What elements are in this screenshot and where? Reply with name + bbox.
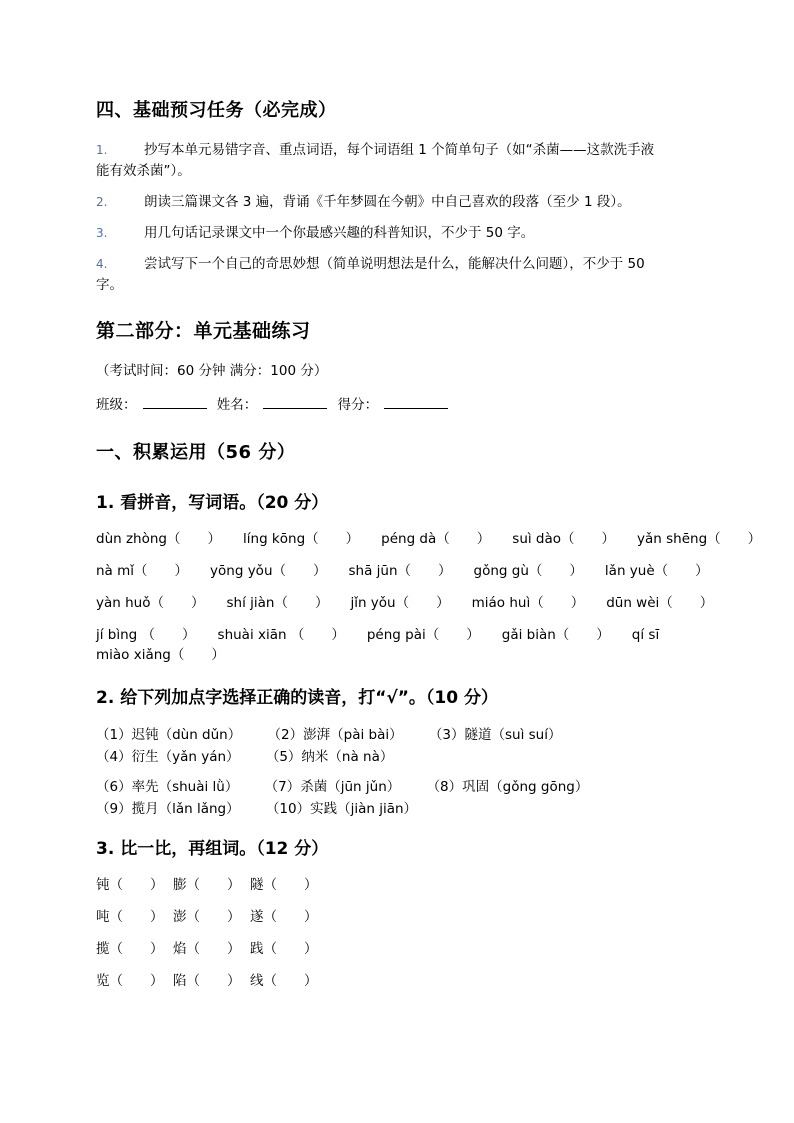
name-label: 姓名： (216, 397, 258, 413)
compare-item: 线（ ） (250, 973, 318, 989)
pinyin-item: qí sī miào xiǎng（ ） (96, 627, 660, 663)
score-label: 得分： (337, 397, 379, 413)
pinyin-item: shuài xiān （ ） (217, 627, 345, 643)
reading-item: （1）迟钝（dùn dǔn） (96, 727, 242, 743)
reading-item: （9）揽月（lǎn lǎng） (96, 801, 240, 817)
pinyin-rows (96, 529, 762, 665)
task-text-line: 抄写本单元易错字音、重点词语，每个词语组 1 个简单句子（如“杀菌——这款洗手液 (144, 142, 655, 158)
pinyin-item: péng dà（ ） (381, 531, 491, 547)
pinyin-row (96, 529, 762, 549)
task-item (96, 254, 696, 296)
pinyin-item: miáo huì（ ） (471, 595, 585, 611)
task-number: 2. (96, 195, 108, 209)
task-text (96, 140, 696, 182)
pinyin-item: yàn huǒ（ ） (96, 595, 205, 611)
reading-item: （10）实践（jiàn jiān） (265, 801, 418, 817)
section4-title: 四、基础预习任务（必完成） (96, 100, 337, 121)
pinyin-item: dūn wèi（ ） (606, 595, 714, 611)
q3-title: 3. 比一比，再组词。（12 分） (96, 839, 329, 859)
task-item (96, 140, 696, 182)
pinyin-row (96, 593, 714, 613)
pinyin-row (96, 561, 709, 581)
task-number: 3. (96, 226, 108, 240)
q2-title: 2. 给下列加点字选择正确的读音，打“√”。（10 分） (96, 688, 498, 708)
pinyin-item: dùn zhòng（ ） (96, 531, 222, 547)
q1-title: 1. 看拼音，写词语。（20 分） (96, 493, 329, 513)
class-blank[interactable] (143, 394, 207, 409)
compare-item: 焰（ ） (173, 941, 241, 957)
reading-item: （7）杀菌（jūn jǔn） (264, 779, 401, 795)
pinyin-item: líng kōng（ ） (243, 531, 360, 547)
compare-item: 遂（ ） (250, 909, 318, 925)
pinyin-item: nà mǐ（ ） (96, 563, 189, 579)
task-number: 1. (96, 143, 108, 157)
pinyin-item: gǎi biàn（ ） (501, 627, 610, 643)
compare-row (96, 875, 696, 895)
document-content (96, 96, 762, 1003)
pinyin-item: yōng yǒu（ ） (210, 563, 327, 579)
pinyin-item: lǎn yuè（ ） (604, 563, 709, 579)
task-text (144, 192, 696, 213)
pinyin-item: shā jūn（ ） (348, 563, 452, 579)
reading-row (96, 776, 696, 820)
compare-item: 吨（ ） (96, 909, 164, 925)
reading-item: （6）率先（shuài lǜ） (96, 779, 239, 795)
pinyin-item: jí bìng （ ） (96, 627, 196, 643)
task-list (96, 140, 696, 296)
task-text (96, 254, 696, 296)
compare-row (96, 971, 696, 991)
reading-item: （2）澎湃（pài bài） (267, 727, 403, 743)
reading-item: （5）纳米（nà nà） (265, 749, 394, 765)
task-number: 4. (96, 257, 108, 271)
task-text-line: 朗读三篇课文各 3 遍，背诵《千年梦圆在今朝》中自己喜欢的段落（至少 1 段）。 (144, 194, 631, 210)
task-text (144, 223, 696, 244)
compare-item: 膨（ ） (173, 877, 241, 893)
compare-item: 陷（ ） (173, 973, 241, 989)
compare-item: 践（ ） (250, 941, 318, 957)
reading-item: （8）巩固（gǒng gōng） (426, 779, 589, 795)
reading-row (96, 724, 696, 768)
section1-title: 一、积累运用（56 分） (96, 442, 296, 463)
task-text-cont: 能有效杀菌”）。 (96, 163, 191, 179)
pinyin-item: shí jiàn（ ） (226, 595, 329, 611)
compare-row (96, 939, 696, 959)
task-text-line: 尝试写下一个自己的奇思妙想（简单说明想法是什么，能解决什么问题），不少于 50 (144, 256, 645, 272)
pinyin-item: suì dào（ ） (512, 531, 616, 547)
reading-item: （3）隧道（suì suí） (428, 727, 562, 743)
class-label: 班级： (96, 397, 137, 413)
task-text-line: 用几句话记录课文中一个你最感兴趣的科普知识，不少于 50 字。 (144, 225, 535, 241)
compare-item: 览（ ） (96, 973, 164, 989)
task-item (96, 223, 696, 244)
task-text-cont: 字。 (96, 277, 123, 293)
pinyin-item: péng pài（ ） (366, 627, 480, 643)
pinyin-row (96, 625, 696, 665)
exam-info: （考试时间：60 分钟 满分：100 分） (96, 363, 328, 379)
pinyin-item: jǐn yǒu（ ） (350, 595, 450, 611)
compare-item: 隧（ ） (250, 877, 318, 893)
name-blank[interactable] (263, 394, 327, 409)
compare-item: 钝（ ） (96, 877, 164, 893)
student-info-row (96, 394, 696, 415)
compare-item: 揽（ ） (96, 941, 164, 957)
reading-item: （4）衍生（yǎn yán） (96, 749, 240, 765)
part2-title: 第二部分：单元基础练习 (96, 320, 311, 342)
task-item (96, 192, 696, 213)
score-blank[interactable] (384, 394, 448, 409)
pinyin-item: yǎn shēng（ ） (637, 531, 762, 547)
compare-item: 澎（ ） (173, 909, 241, 925)
compare-row (96, 907, 696, 927)
pinyin-item: gǒng gù（ ） (473, 563, 583, 579)
